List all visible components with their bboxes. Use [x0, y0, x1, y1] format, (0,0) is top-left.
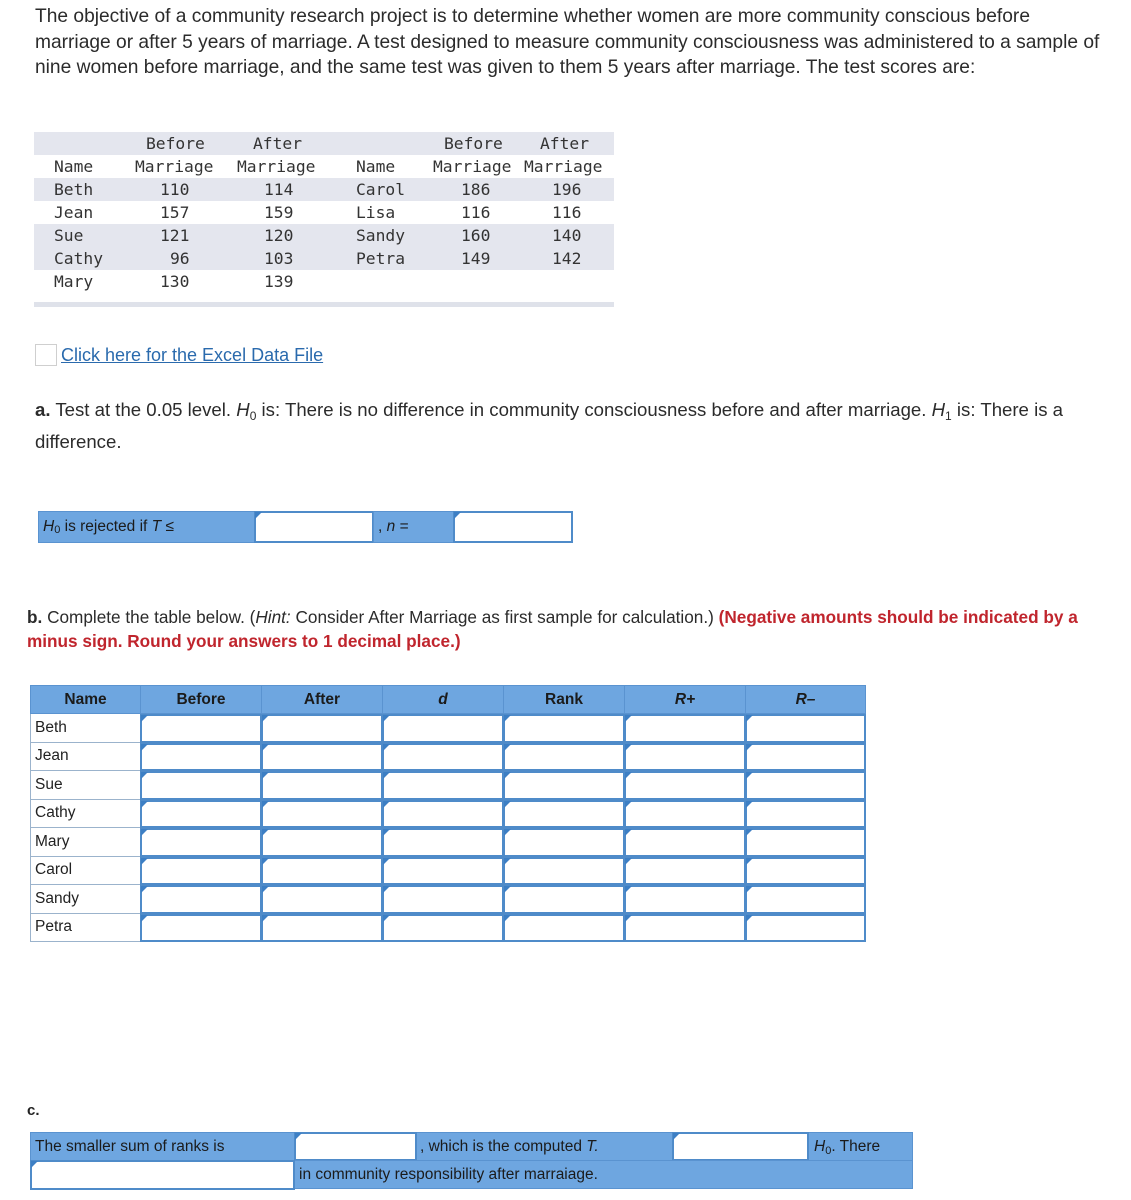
- sandy-r-plus-input[interactable]: [626, 887, 744, 912]
- beth-r-minus-input[interactable]: [747, 716, 864, 741]
- row-name-cathy: Cathy: [30, 800, 141, 829]
- cathy-d-cell[interactable]: [382, 800, 504, 829]
- right-before: 116: [461, 203, 491, 222]
- row-name-petra: Petra: [30, 914, 141, 943]
- rejection-rule-row: [38, 511, 573, 543]
- cathy-before-cell[interactable]: [140, 800, 262, 829]
- col-header-rank: Rank: [503, 685, 625, 714]
- carol-before-cell[interactable]: [140, 857, 262, 886]
- jean-after-cell[interactable]: [261, 743, 383, 772]
- row-name-sandy: Sandy: [30, 885, 141, 914]
- jean-rank-cell[interactable]: [503, 743, 625, 772]
- petra-d-cell[interactable]: [382, 914, 504, 943]
- h1-symbol: H: [931, 399, 946, 420]
- critical-t-input[interactable]: [256, 513, 372, 541]
- mary-r-minus-cell[interactable]: [745, 828, 866, 857]
- cathy-before-input[interactable]: [142, 802, 260, 827]
- h0-subscript: 0: [54, 524, 61, 536]
- cathy-rank-cell[interactable]: [503, 800, 625, 829]
- part-a-text1: Test at the 0.05 level.: [55, 399, 232, 420]
- left-name: Beth: [54, 180, 94, 199]
- mary-rank-cell[interactable]: [503, 828, 625, 857]
- carol-rank-input[interactable]: [505, 859, 623, 884]
- sandy-r-minus-cell[interactable]: [745, 885, 866, 914]
- cathy-r-minus-cell[interactable]: [745, 800, 866, 829]
- row-name-beth: Beth: [30, 714, 141, 743]
- petra-before-input[interactable]: [142, 916, 260, 941]
- header-after-right: After: [540, 134, 590, 153]
- row-name-jean: Jean: [30, 743, 141, 772]
- mary-r-plus-input[interactable]: [626, 830, 744, 855]
- t-symbol: T.: [586, 1138, 599, 1155]
- right-name: Petra: [356, 249, 406, 268]
- jean-rank-input[interactable]: [505, 745, 623, 770]
- jean-before-input[interactable]: [142, 745, 260, 770]
- left-before: 130: [160, 272, 190, 291]
- beth-rank-cell[interactable]: [503, 714, 625, 743]
- n-input-wrap[interactable]: [453, 511, 573, 543]
- mary-d-input[interactable]: [384, 830, 502, 855]
- n-input[interactable]: [455, 513, 571, 541]
- part-b-text1: Complete the table below. (: [47, 607, 256, 627]
- h0-subscript: 0: [249, 409, 257, 423]
- petra-d-input[interactable]: [384, 916, 502, 941]
- right-name: Carol: [356, 180, 406, 199]
- h0-symbol: H: [236, 399, 250, 420]
- n-symbol: n: [386, 518, 396, 535]
- mary-r-minus-input[interactable]: [747, 830, 864, 855]
- decision-select-wrap[interactable]: [672, 1132, 809, 1161]
- row-name-mary: Mary: [30, 828, 141, 857]
- mary-rank-input[interactable]: [505, 830, 623, 855]
- right-after: 196: [552, 180, 582, 199]
- h0-subscript: 0: [825, 1145, 832, 1157]
- carol-after-input[interactable]: [263, 859, 381, 884]
- sue-r-minus-cell[interactable]: [745, 771, 866, 800]
- header-before: Before: [146, 134, 205, 153]
- sue-r-minus-input[interactable]: [747, 773, 864, 798]
- part-c-prefix: c.: [27, 1102, 40, 1119]
- smaller-sum-input[interactable]: [296, 1134, 415, 1159]
- right-after: 116: [552, 203, 582, 222]
- cathy-r-minus-input[interactable]: [747, 802, 864, 827]
- right-before: 160: [461, 226, 491, 245]
- left-after: 103: [264, 249, 294, 268]
- sandy-after-input[interactable]: [263, 887, 381, 912]
- jean-d-input[interactable]: [384, 745, 502, 770]
- smaller-sum-label: The smaller sum of ranks is: [35, 1138, 225, 1155]
- beth-r-plus-cell[interactable]: [624, 714, 746, 743]
- equals: =: [399, 518, 409, 535]
- beth-r-minus-cell[interactable]: [745, 714, 866, 743]
- left-name: Mary: [54, 272, 94, 291]
- petra-r-minus-cell[interactable]: [745, 914, 866, 943]
- cathy-r-plus-cell[interactable]: [624, 800, 746, 829]
- sandy-d-input[interactable]: [384, 887, 502, 912]
- jean-r-minus-cell[interactable]: [745, 743, 866, 772]
- h0-symbol: H: [814, 1138, 826, 1155]
- sandy-rank-input[interactable]: [505, 887, 623, 912]
- petra-r-plus-cell[interactable]: [624, 914, 746, 943]
- left-before: 110: [160, 180, 190, 199]
- col-header-name: Name: [30, 685, 141, 714]
- left-before: 157: [160, 203, 190, 222]
- carol-rank-cell[interactable]: [503, 857, 625, 886]
- header-marriage-before-right: Marriage: [433, 157, 512, 176]
- mary-before-cell[interactable]: [140, 828, 262, 857]
- sandy-d-cell[interactable]: [382, 885, 504, 914]
- h0-there-label: [814, 1138, 880, 1156]
- rejected-text: is rejected if: [64, 518, 148, 535]
- difference-select-wrap[interactable]: [30, 1160, 295, 1190]
- col-header-before: Before: [140, 685, 262, 714]
- beth-d-input[interactable]: [384, 716, 502, 741]
- jean-d-cell[interactable]: [382, 743, 504, 772]
- hint-word: Hint:: [255, 607, 291, 627]
- carol-before-input[interactable]: [142, 859, 260, 884]
- table-divider: [34, 302, 614, 307]
- sandy-r-plus-cell[interactable]: [624, 885, 746, 914]
- petra-before-cell[interactable]: [140, 914, 262, 943]
- right-before: 186: [461, 180, 491, 199]
- carol-r-minus-cell[interactable]: [745, 857, 866, 886]
- leq-symbol: ≤: [165, 518, 174, 535]
- left-after: 159: [264, 203, 294, 222]
- petra-r-minus-input[interactable]: [747, 916, 864, 941]
- tail-text: in community responsibility after marraiage.: [299, 1166, 598, 1183]
- mary-after-cell[interactable]: [261, 828, 383, 857]
- petra-rank-input[interactable]: [505, 916, 623, 941]
- computed-t-text: , which is the computed: [420, 1138, 582, 1155]
- mary-d-cell[interactable]: [382, 828, 504, 857]
- beth-r-plus-input[interactable]: [626, 716, 744, 741]
- critical-t-input-wrap[interactable]: [254, 511, 374, 543]
- beth-after-input[interactable]: [263, 716, 381, 741]
- part-a-prefix: a.: [35, 399, 51, 420]
- n-label: [373, 511, 454, 543]
- sue-after-cell[interactable]: [261, 771, 383, 800]
- jean-after-input[interactable]: [263, 745, 381, 770]
- left-name: Sue: [54, 226, 84, 245]
- carol-r-plus-input[interactable]: [626, 859, 744, 884]
- petra-after-input[interactable]: [263, 916, 381, 941]
- carol-after-cell[interactable]: [261, 857, 383, 886]
- t-symbol: T: [151, 518, 162, 535]
- part-a-text3: is: There is a difference.: [35, 399, 1064, 452]
- petra-after-cell[interactable]: [261, 914, 383, 943]
- comma: ,: [378, 518, 383, 535]
- right-name: Sandy: [356, 226, 406, 245]
- right-after: 142: [552, 249, 582, 268]
- sue-d-cell[interactable]: [382, 771, 504, 800]
- cathy-after-cell[interactable]: [261, 800, 383, 829]
- left-after: 114: [264, 180, 294, 199]
- part-b-prefix: b.: [27, 607, 43, 627]
- sandy-rank-cell[interactable]: [503, 885, 625, 914]
- right-after: 140: [552, 226, 582, 245]
- row-name-carol: Carol: [30, 857, 141, 886]
- petra-rank-cell[interactable]: [503, 914, 625, 943]
- rounding-instruction: (Negative amounts should be indicated by a minus sign. Round your answers to 1 decimal place.): [27, 607, 1078, 651]
- cathy-rank-input[interactable]: [505, 802, 623, 827]
- header-name-right: Name: [356, 157, 396, 176]
- right-before: 149: [461, 249, 491, 268]
- decision-select[interactable]: [674, 1134, 807, 1159]
- hint-text: Consider After Marriage as first sample for calculation.): [295, 607, 714, 627]
- cathy-d-input[interactable]: [384, 802, 502, 827]
- carol-d-cell[interactable]: [382, 857, 504, 886]
- problem-intro: The objective of a community research project is to determine whether women are more community conscious before marriage or after 5 years of marriage. A test designed to measure community consciousness was administered to a sample of nine women before marriage, and the same test was given to them 5 years after marriage. The test scores are:: [35, 6, 1100, 78]
- rejection-label: [38, 511, 255, 543]
- header-marriage-after: Marriage: [237, 157, 316, 176]
- cathy-after-input[interactable]: [263, 802, 381, 827]
- sandy-after-cell[interactable]: [261, 885, 383, 914]
- left-after: 120: [264, 226, 294, 245]
- left-name: Jean: [54, 203, 94, 222]
- beth-after-cell[interactable]: [261, 714, 383, 743]
- carol-r-plus-cell[interactable]: [624, 857, 746, 886]
- right-name: Lisa: [356, 203, 396, 222]
- excel-link-row[interactable]: [35, 343, 323, 367]
- sandy-before-input[interactable]: [142, 887, 260, 912]
- left-after: 139: [264, 272, 294, 291]
- carol-d-input[interactable]: [384, 859, 502, 884]
- sue-r-plus-cell[interactable]: [624, 771, 746, 800]
- mary-r-plus-cell[interactable]: [624, 828, 746, 857]
- header-marriage-before: Marriage: [135, 157, 214, 176]
- header-marriage-after-right: Marriage: [524, 157, 603, 176]
- col-header-d: d: [382, 685, 504, 714]
- left-before: 121: [160, 226, 190, 245]
- carol-r-minus-input[interactable]: [747, 859, 864, 884]
- there-text: . There: [831, 1138, 881, 1155]
- jean-r-plus-input[interactable]: [626, 745, 744, 770]
- beth-d-cell[interactable]: [382, 714, 504, 743]
- jean-before-cell[interactable]: [140, 743, 262, 772]
- sue-before-cell[interactable]: [140, 771, 262, 800]
- left-before: 96: [170, 249, 190, 268]
- sue-d-input[interactable]: [384, 773, 502, 798]
- smaller-sum-input-wrap[interactable]: [294, 1132, 417, 1161]
- part-b-question: [27, 605, 1117, 653]
- sue-r-plus-input[interactable]: [626, 773, 744, 798]
- jean-r-plus-cell[interactable]: [624, 743, 746, 772]
- part-a-text2: is: There is no difference in community consciousness before and after marriage.: [261, 399, 927, 420]
- excel-data-link[interactable]: Click here for the Excel Data File: [61, 344, 324, 365]
- header-before-right: Before: [444, 134, 503, 153]
- col-header-after: After: [261, 685, 383, 714]
- mary-before-input[interactable]: [142, 830, 260, 855]
- sandy-r-minus-input[interactable]: [747, 887, 864, 912]
- sue-rank-cell[interactable]: [503, 771, 625, 800]
- beth-before-cell[interactable]: [140, 714, 262, 743]
- broken-image-icon: [35, 344, 57, 366]
- row-name-sue: Sue: [30, 771, 141, 800]
- sue-rank-input[interactable]: [505, 773, 623, 798]
- sue-after-input[interactable]: [263, 773, 381, 798]
- header-after: After: [253, 134, 303, 153]
- col-header-r-minus: R–: [745, 685, 866, 714]
- difference-select[interactable]: [32, 1162, 293, 1188]
- left-name: Cathy: [54, 249, 104, 268]
- cathy-r-plus-input[interactable]: [626, 802, 744, 827]
- header-name: Name: [54, 157, 94, 176]
- mary-after-input[interactable]: [263, 830, 381, 855]
- beth-rank-input[interactable]: [505, 716, 623, 741]
- h1-subscript: 1: [945, 409, 952, 423]
- sandy-before-cell[interactable]: [140, 885, 262, 914]
- part-a-question: [35, 395, 1125, 457]
- jean-r-minus-input[interactable]: [747, 745, 864, 770]
- h0-symbol: H: [43, 518, 55, 535]
- petra-r-plus-input[interactable]: [626, 916, 744, 941]
- beth-before-input[interactable]: [142, 716, 260, 741]
- computed-t-label: [420, 1138, 599, 1156]
- col-header-r-plus: R+: [624, 685, 746, 714]
- sue-before-input[interactable]: [142, 773, 260, 798]
